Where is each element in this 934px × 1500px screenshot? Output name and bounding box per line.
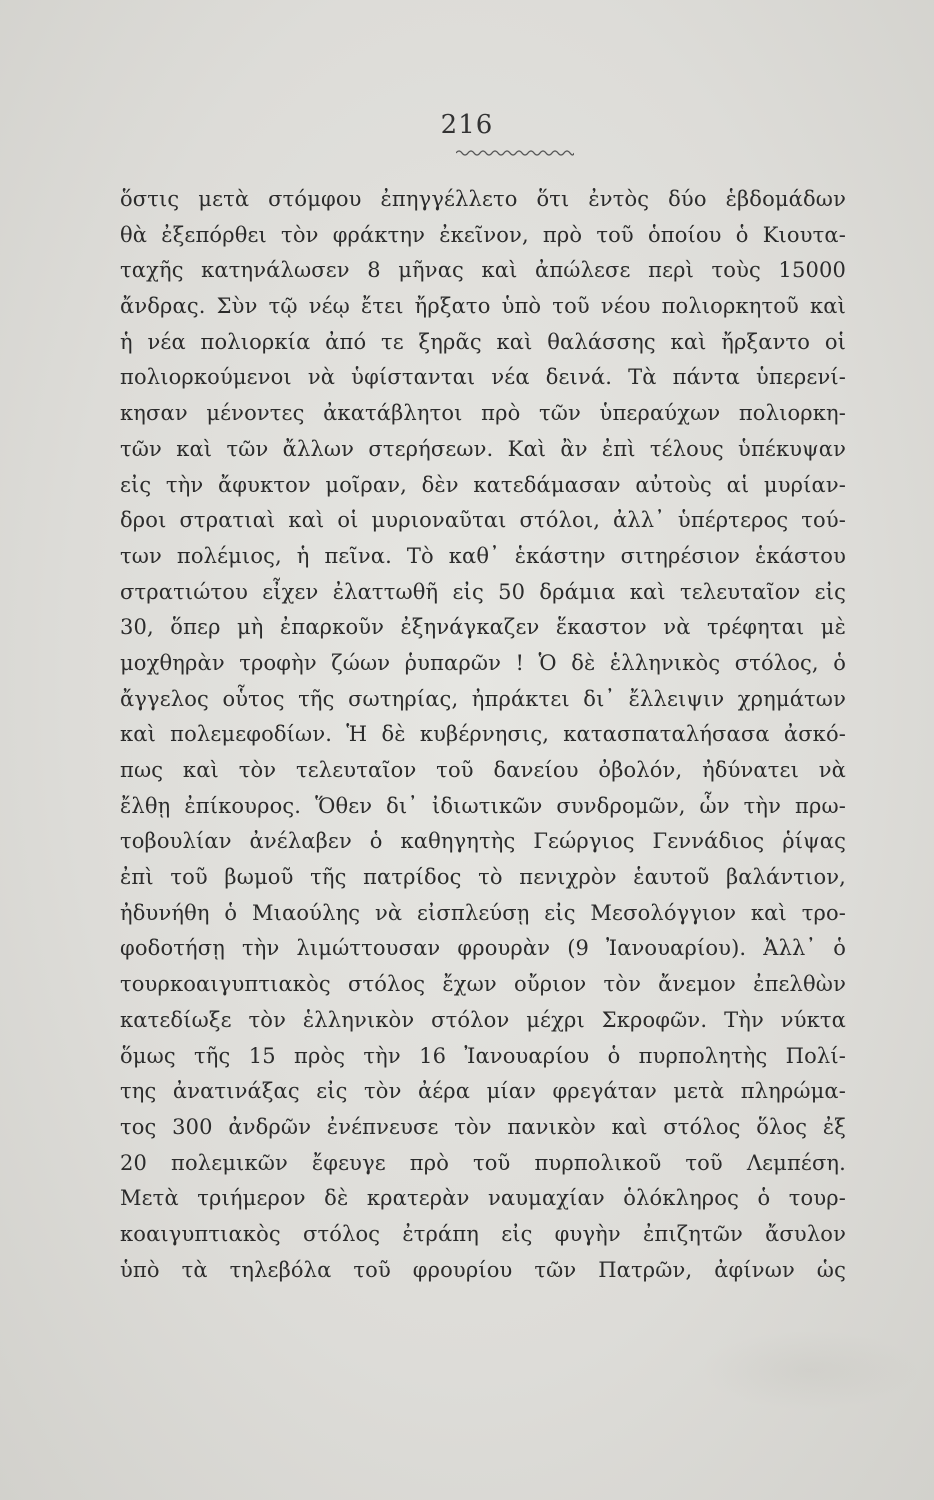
text-line: ταχῆς κατηνάλωσεν 8 μῆνας καὶ ἀπώλεσε περὶ τοὺς 15000	[120, 258, 846, 283]
text-line: ὅμως τῆς 15 πρὸς τὴν 16 Ἰανουαρίου ὁ πυρπολητὴς Πολί-	[120, 1043, 846, 1068]
text-line: φοδοτήσῃ τὴν λιμώττουσαν φρουρὰν (9 Ἰανουαρίου). Ἀλλ᾽ ὁ	[120, 936, 846, 961]
text-line: μοχθηρὰν τροφὴν ζώων ῥυπαρῶν ! Ὁ δὲ ἑλληνικὸς στόλος, ὁ	[120, 650, 846, 675]
text-line: 20 πολεμικῶν ἔφευγε πρὸ τοῦ πυρπολικοῦ τοῦ Λεμπέση.	[120, 1150, 846, 1175]
paper-stain	[700, 1330, 920, 1410]
text-line: ἄγγελος οὗτος τῆς σωτηρίας, ἠπράκτει δι᾽ ἔλλειψιν χρημάτων	[120, 686, 846, 711]
text-line: της ἀνατινάξας εἰς τὸν ἀέρα μίαν φρεγάταν μετὰ πληρώμα-	[120, 1079, 846, 1104]
text-line: ὑπὸ τὰ τηλεβόλα τοῦ φρουρίου τῶν Πατρῶν, ἀφίνων ὡς	[120, 1257, 846, 1282]
text-line: ἠδυνήθη ὁ Μιαούλης νὰ εἰσπλεύσῃ εἰς Μεσολόγγιον καὶ τρο-	[120, 900, 846, 925]
text-line: καὶ πολεμεφοδίων. Ἡ δὲ κυβέρνησις, κατασπαταλήσασα ἀσκό-	[120, 722, 846, 747]
text-line: θὰ ἐξεπόρθει τὸν φράκτην ἐκεῖνον, πρὸ τοῦ ὁποίου ὁ Κιουτα-	[120, 222, 846, 247]
text-line: κατεδίωξε τὸν ἑλληνικὸν στόλον μέχρι Σκροφῶν. Τὴν νύκτα	[120, 1007, 846, 1032]
text-line: ὅστις μετὰ στόμφου ἐπηγγέλλετο ὅτι ἐντὸς δύο ἑβδομάδων	[120, 187, 846, 211]
text-line: ἔλθῃ ἐπίκουρος. Ὅθεν δι᾽ ἰδιωτικῶν συνδρομῶν, ὧν τὴν πρω-	[120, 793, 846, 818]
text-line: 30, ὅπερ μὴ ἐπαρκοῦν ἐξηνάγκαζεν ἕκαστον νὰ τρέφηται μὲ	[120, 615, 846, 640]
text-line: δροι στρατιαὶ καὶ οἱ μυριοναῦται στόλοι, ἀλλ᾽ ὑπέρτερος τού-	[120, 508, 846, 533]
text-line: τος 300 ἀνδρῶν ἐνέπνευσε τὸν πανικὸν καὶ στόλος ὅλος ἐξ	[120, 1114, 846, 1139]
text-line: τῶν καὶ τῶν ἄλλων στερήσεων. Καὶ ἂν ἐπὶ τέλους ὑπέκυψαν	[120, 436, 846, 461]
wavy-rule-ornament	[456, 148, 574, 158]
text-line: των πολέμιος, ἡ πεῖνα. Τὸ καθ᾽ ἑκάστην σιτηρέσιον ἑκάστου	[120, 543, 846, 568]
text-line: ἡ νέα πολιορκία ἀπό τε ξηρᾶς καὶ θαλάσσης καὶ ἤρξαντο οἱ	[120, 329, 846, 354]
body-text	[120, 182, 846, 1288]
text-line: στρατιώτου εἶχεν ἐλαττωθῆ εἰς 50 δράμια καὶ τελευταῖον εἰς	[120, 579, 846, 604]
text-line: τοβουλίαν ἀνέλαβεν ὁ καθηγητὴς Γεώργιος Γεννάδιος ῥίψας	[120, 829, 846, 854]
text-line: πολιορκούμενοι νὰ ὑφίστανται νέα δεινά. Τὰ πάντα ὑπερενί-	[120, 365, 846, 390]
text-line: ἄνδρας. Σὺν τῷ νέῳ ἔτει ἤρξατο ὑπὸ τοῦ νέου πολιορκητοῦ καὶ	[120, 294, 846, 319]
text-line: πως καὶ τὸν τελευταῖον τοῦ δανείου ὀβολόν, ἠδύνατει νὰ	[120, 758, 846, 782]
text-line: Μετὰ τριήμερον δὲ κρατερὰν ναυμαχίαν ὁλόκληρος ὁ τουρ-	[120, 1186, 846, 1211]
text-line: ἐπὶ τοῦ βωμοῦ τῆς πατρίδος τὸ πενιχρὸν ἑαυτοῦ βαλάντιον,	[120, 865, 846, 890]
page-number: 216	[440, 110, 494, 140]
text-line: εἰς τὴν ἄφυκτον μοῖραν, δὲν κατεδάμασαν αὐτοὺς αἱ μυρίαν-	[120, 472, 846, 497]
text-line: τουρκοαιγυπτιακὸς στόλος ἔχων οὔριον τὸν ἄνεμον ἐπελθὼν	[120, 972, 846, 997]
text-line: κησαν μένοντες ἀκατάβλητοι πρὸ τῶν ὑπεραύχων πολιορκη-	[120, 401, 846, 426]
text-line: κοαιγυπτιακὸς στόλος ἐτράπη εἰς φυγὴν ἐπιζητῶν ἄσυλον	[120, 1221, 846, 1246]
